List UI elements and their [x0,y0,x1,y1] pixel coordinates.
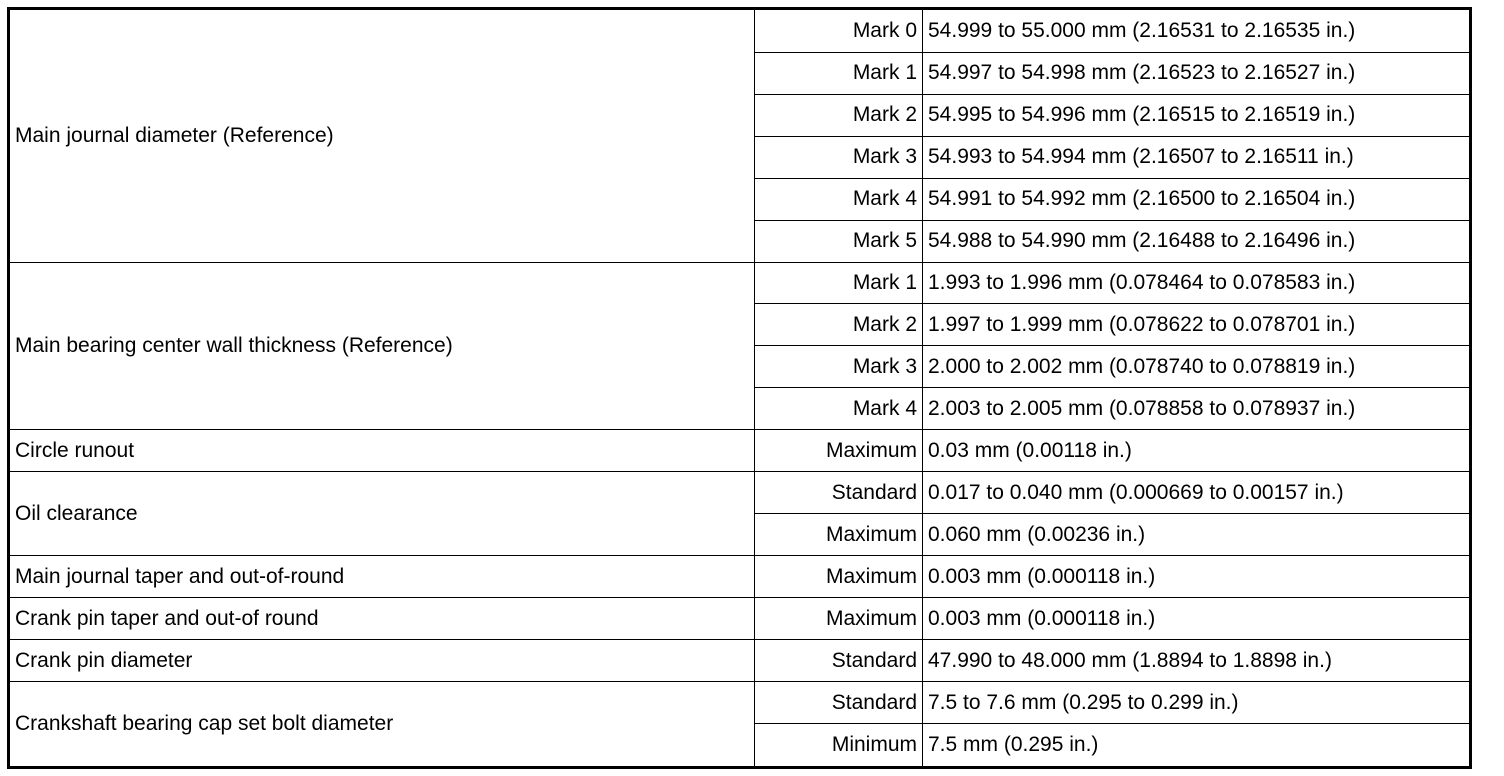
spec-value: 47.990 to 48.000 mm (1.8894 to 1.8898 in.) [923,640,1471,682]
spec-value: 2.003 to 2.005 mm (0.078858 to 0.078937 in.) [923,388,1471,430]
table-row [9,598,1471,640]
condition-label: Mark 5 [755,220,923,262]
condition-label: Mark 4 [755,178,923,220]
condition-label: Standard [755,640,923,682]
spec-value: 54.995 to 54.996 mm (2.16515 to 2.16519 in.) [923,94,1471,136]
spec-value: 54.991 to 54.992 mm (2.16500 to 2.16504 in.) [923,178,1471,220]
spec-value: 0.003 mm (0.000118 in.) [923,598,1471,640]
spec-value: 54.997 to 54.998 mm (2.16523 to 2.16527 in.) [923,52,1471,94]
item-main-journal-taper: Main journal taper and out-of-round [9,556,755,598]
spec-value: 1.993 to 1.996 mm (0.078464 to 0.078583 in.) [923,262,1471,304]
condition-label: Mark 1 [755,262,923,304]
spec-value: 54.993 to 54.994 mm (2.16507 to 2.16511 in.) [923,136,1471,178]
condition-label: Mark 3 [755,136,923,178]
table-row [9,682,1471,724]
condition-label: Mark 3 [755,346,923,388]
condition-label: Maximum [755,514,923,556]
condition-label: Mark 2 [755,94,923,136]
spec-value: 0.003 mm (0.000118 in.) [923,556,1471,598]
item-circle-runout: Circle runout [9,430,755,472]
spec-value: 0.060 mm (0.00236 in.) [923,514,1471,556]
spec-value: 2.000 to 2.002 mm (0.078740 to 0.078819 in.) [923,346,1471,388]
crankshaft-specification-table [7,7,1472,769]
condition-label: Mark 4 [755,388,923,430]
condition-label: Maximum [755,598,923,640]
condition-label: Standard [755,472,923,514]
table-row [9,430,1471,472]
item-crank-pin-diameter: Crank pin diameter [9,640,755,682]
item-main-journal-diameter: Main journal diameter (Reference) [9,9,755,263]
condition-label: Maximum [755,556,923,598]
item-cap-set-bolt-diameter: Crankshaft bearing cap set bolt diameter [9,682,755,768]
table-row [9,9,1471,53]
condition-label: Mark 1 [755,52,923,94]
spec-value: 54.988 to 54.990 mm (2.16488 to 2.16496 in.) [923,220,1471,262]
table-row [9,556,1471,598]
condition-label: Mark 2 [755,304,923,346]
condition-label: Maximum [755,430,923,472]
spec-value: 0.03 mm (0.00118 in.) [923,430,1471,472]
table-row [9,472,1471,514]
spec-value: 0.017 to 0.040 mm (0.000669 to 0.00157 in.) [923,472,1471,514]
item-main-bearing-wall-thickness: Main bearing center wall thickness (Reference) [9,262,755,430]
item-oil-clearance: Oil clearance [9,472,755,556]
table-row [9,262,1471,304]
spec-value: 54.999 to 55.000 mm (2.16531 to 2.16535 in.) [923,9,1471,53]
item-crank-pin-taper: Crank pin taper and out-of round [9,598,755,640]
condition-label: Minimum [755,724,923,768]
spec-value: 7.5 mm (0.295 in.) [923,724,1471,768]
table-row [9,640,1471,682]
condition-label: Standard [755,682,923,724]
spec-value: 1.997 to 1.999 mm (0.078622 to 0.078701 in.) [923,304,1471,346]
spec-value: 7.5 to 7.6 mm (0.295 to 0.299 in.) [923,682,1471,724]
condition-label: Mark 0 [755,9,923,53]
